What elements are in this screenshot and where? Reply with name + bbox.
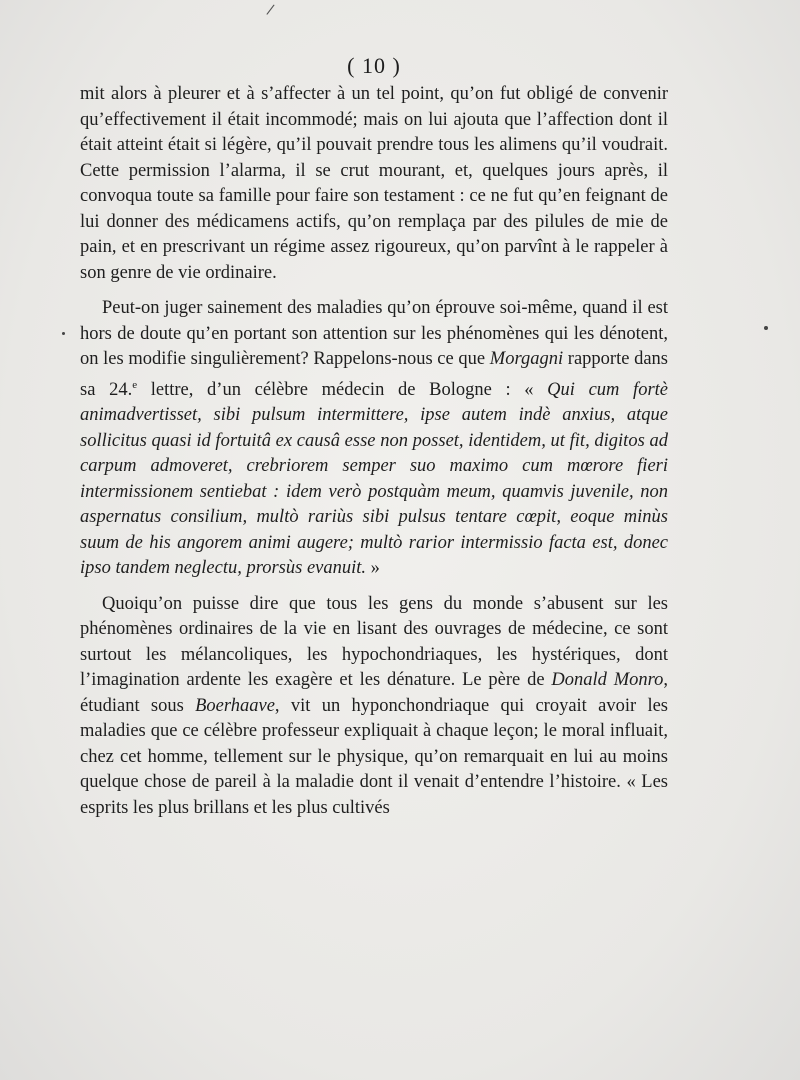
latin-quotation: Qui cum fortè animadvertisset, sibi pulsum intermittere, ipse autem indè anxius, atque sollicitus quasi id fortuitâ ex causâ esse non posset, identidem, ut fit, digitos ad carpum admoveret, crebriorem semper suo maximo cum mœrore fieri intermissionem sentiebat : idem verò postquàm meum, quamvis juvenile, non aspernatus consilium, multò rariùs sibi pulsus tentare cœpit, eoque minùs suum de his angorem animi augere; multò rarior intermissio facta est, donec ipso tandem neglectu, prorsùs evanuit. (80, 379, 669, 579)
paragraph-2-text-end: lettre, d’un célèbre médecin de Bologne : « (137, 379, 548, 400)
person-name-boerhaave: Boerhaave (195, 695, 275, 716)
paragraph-3-text-end: , vit un hyponchondriaque qui croyait avoir les maladies que ce célèbre professeur expliquait à chaque leçon; le moral influait, chez cet homme, tellement sur le physique, qu’on remarquait en lui au moins quelque chose de pareil à la maladie dont il venait d’entendre l’histoire. « Les esprits les plus brillans et les plus cultivés (80, 695, 668, 818)
ink-speck (764, 326, 768, 330)
paragraph-3 (80, 592, 668, 822)
paragraph-1-text: mit alors à pleurer et à s’affecter à un tel point, qu’on fut obligé de convenir qu’effectivement il était incommodé; mais on lui ajouta que l’affection dont il était atteint était si légère, qu’il pouvait prendre tous les alimens qu’il voudrait. Cette permission l’alarma, il se crut mourant, et, quelques jours après, il convoqua toute sa famille pour faire son testament : ce ne fut qu’en feignant de lui donner des médicamens actifs, qu’on remplaça par des pilules de mie de pain, et en prescrivant un régime assez rigoureux, qu’on parvînt à le rappeler à son genre de vie ordinaire. (80, 84, 668, 283)
paragraph-2 (80, 296, 668, 582)
paragraph-2-text-middle: rapporte dans sa 24. (80, 349, 669, 400)
page-number: ( 10 ) (347, 53, 401, 78)
text-block (80, 52, 668, 821)
paragraph-3-text-middle: , étudiant sous (80, 670, 668, 716)
quotation-close: » (366, 558, 380, 579)
ordinal-superscript: e (132, 378, 138, 391)
person-name-monro: Donald Monro (551, 670, 664, 691)
author-name-morgagni: Morgagni (489, 349, 564, 369)
ink-mark: / (265, 1, 276, 19)
paragraph-1 (80, 82, 668, 286)
paragraph-3-text-start: Quoiqu’on puisse dire que tous les gens du monde s’abusent sur les phénomènes ordinaires de la vie en lisant des ouvrages de médecine, ce sont surtout les mélancoliques, les hypochondriaques, les hystériques, dont l’imagination ardente les exagère et les dénature. Le père de (80, 593, 668, 691)
ink-speck (62, 332, 65, 335)
paragraph-2-text-start: Peut-on juger sainement des maladies qu’on éprouve soi-même, quand il est hors de doute qu’en portant son attention sur les phénomènes qui les dénotent, on les modifie singulièrement? Rappelons-nous ce que (80, 298, 668, 369)
